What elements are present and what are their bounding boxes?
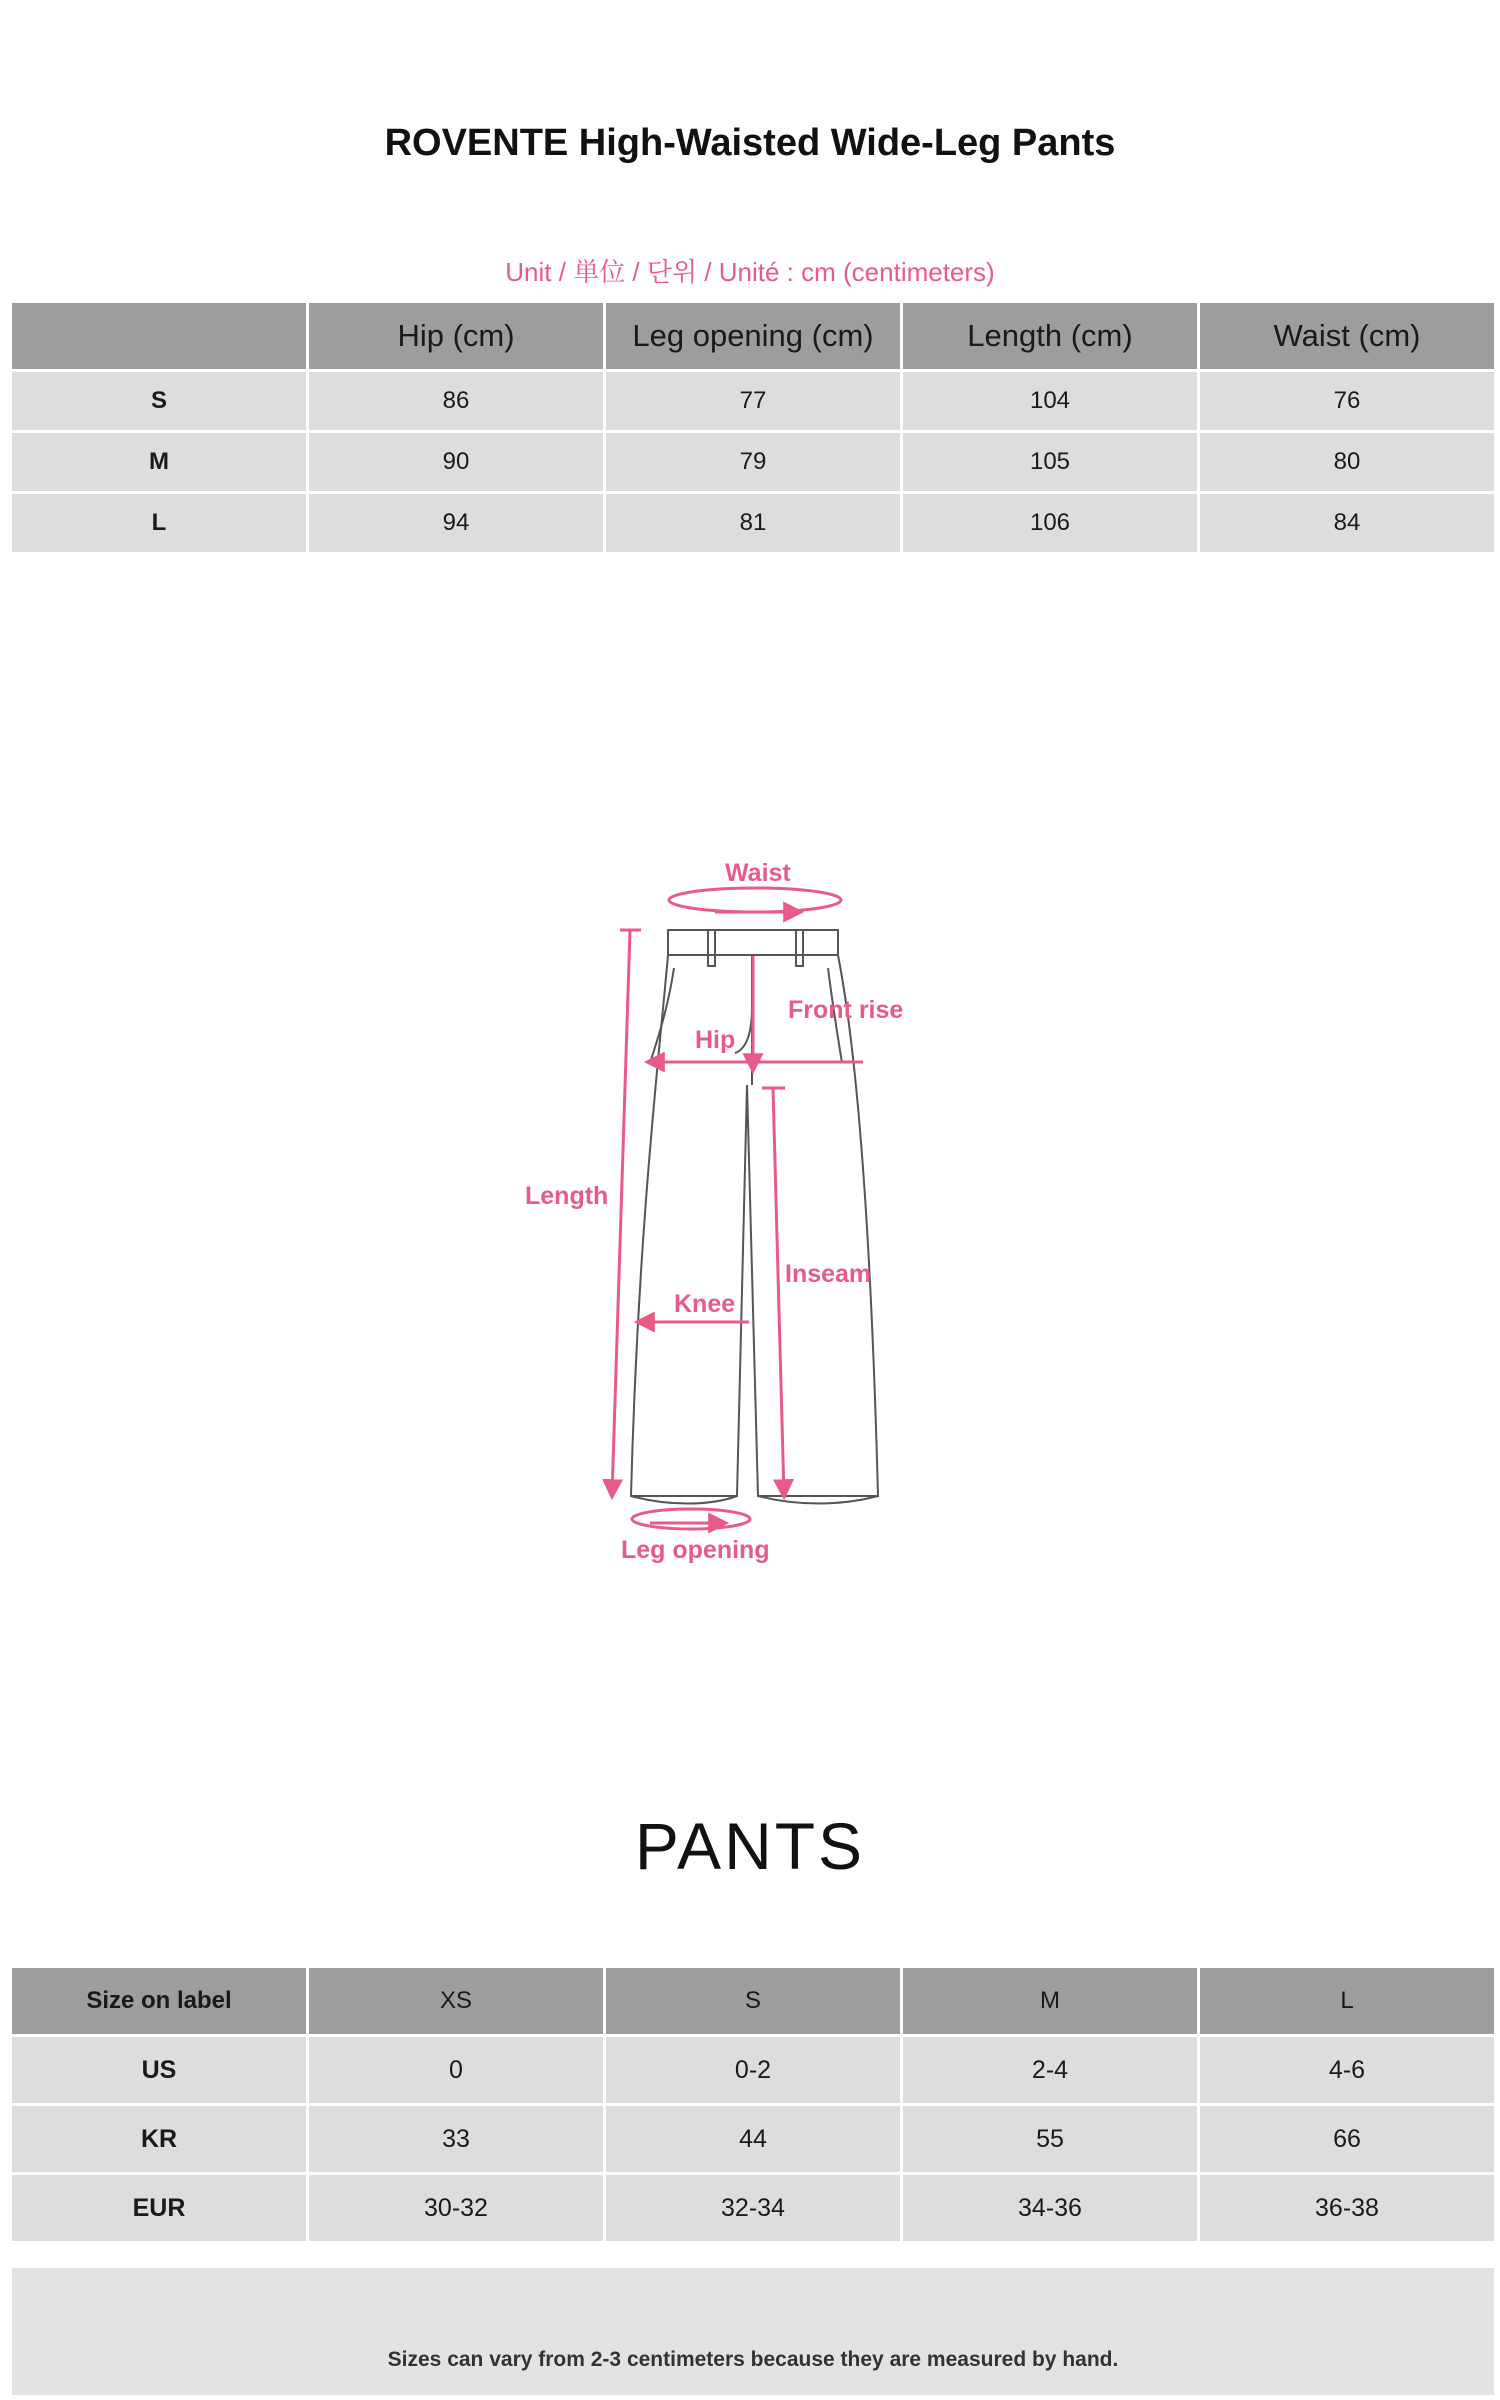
page-title: ROVENTE High-Waisted Wide-Leg Pants	[384, 122, 1116, 164]
value-cell: 79	[606, 433, 900, 491]
header-cell: M	[903, 1968, 1197, 2034]
header-cell: Hip (cm)	[309, 303, 603, 369]
value-cell: 77	[606, 372, 900, 430]
disclaimer-text: Sizes can vary from 2-3 centimeters because they are measured by hand.	[387, 2347, 1119, 2371]
value-cell: 80	[1200, 433, 1494, 491]
value-cell: 84	[1200, 494, 1494, 552]
value-cell: 2-4	[903, 2037, 1197, 2103]
region-label-cell: US	[12, 2037, 306, 2103]
length-label: Length	[525, 1182, 609, 1210]
value-cell: 30-32	[309, 2175, 603, 2241]
value-cell: 81	[606, 494, 900, 552]
value-cell: 33	[309, 2106, 603, 2172]
inseam-line	[773, 1088, 784, 1496]
size-label-cell: M	[12, 433, 306, 491]
region-label-cell: EUR	[12, 2175, 306, 2241]
leg-opening-label: Leg opening	[621, 1536, 770, 1564]
size-label-cell: L	[12, 494, 306, 552]
hip-label: Hip	[695, 1026, 736, 1054]
value-cell: 0	[309, 2037, 603, 2103]
waist-ellipse	[669, 888, 841, 912]
table-row	[12, 2037, 1494, 2103]
length-line	[612, 930, 630, 1496]
measure-lines	[612, 888, 863, 1529]
size-label-cell: S	[12, 372, 306, 430]
value-cell: 66	[1200, 2106, 1494, 2172]
knee-label: Knee	[674, 1290, 736, 1318]
value-cell: 0-2	[606, 2037, 900, 2103]
value-cell: 32-34	[606, 2175, 900, 2241]
value-cell: 55	[903, 2106, 1197, 2172]
inseam-label: Inseam	[785, 1260, 872, 1288]
conversion-header-row	[12, 1968, 1494, 2034]
value-cell: 104	[903, 372, 1197, 430]
leg-opening-ellipse	[632, 1509, 750, 1529]
table-row	[12, 494, 1494, 552]
header-cell: XS	[309, 1968, 603, 2034]
header-cell: Size on label	[12, 1968, 306, 2034]
front-rise-label: Front rise	[788, 996, 904, 1024]
value-cell: 86	[309, 372, 603, 430]
table-row	[12, 2106, 1494, 2172]
waist-label: Waist	[725, 859, 791, 887]
header-cell: Length (cm)	[903, 303, 1197, 369]
value-cell: 4-6	[1200, 2037, 1494, 2103]
value-cell: 34-36	[903, 2175, 1197, 2241]
value-cell: 105	[903, 433, 1197, 491]
table-row	[12, 433, 1494, 491]
size-conversion-table	[9, 1965, 1497, 2244]
region-label-cell: KR	[12, 2106, 306, 2172]
value-cell: 76	[1200, 372, 1494, 430]
value-cell: 106	[903, 494, 1197, 552]
unit-note: Unit / 単位 / 단위 / Unité : cm (centimeters)	[505, 257, 995, 287]
value-cell: 36-38	[1200, 2175, 1494, 2241]
table-row	[12, 372, 1494, 430]
value-cell: 94	[309, 494, 603, 552]
header-cell: S	[606, 1968, 900, 2034]
value-cell: 90	[309, 433, 603, 491]
header-cell: L	[1200, 1968, 1494, 2034]
pants-section-title: PANTS	[634, 1809, 866, 1883]
table-row	[12, 2175, 1494, 2241]
pants-measurement-diagram	[500, 848, 920, 1578]
value-cell: 44	[606, 2106, 900, 2172]
header-cell	[12, 303, 306, 369]
header-cell: Waist (cm)	[1200, 303, 1494, 369]
measurement-table	[9, 300, 1497, 555]
measurement-disclaimer	[12, 2268, 1494, 2395]
header-cell: Leg opening (cm)	[606, 303, 900, 369]
measurement-header-row	[12, 303, 1494, 369]
